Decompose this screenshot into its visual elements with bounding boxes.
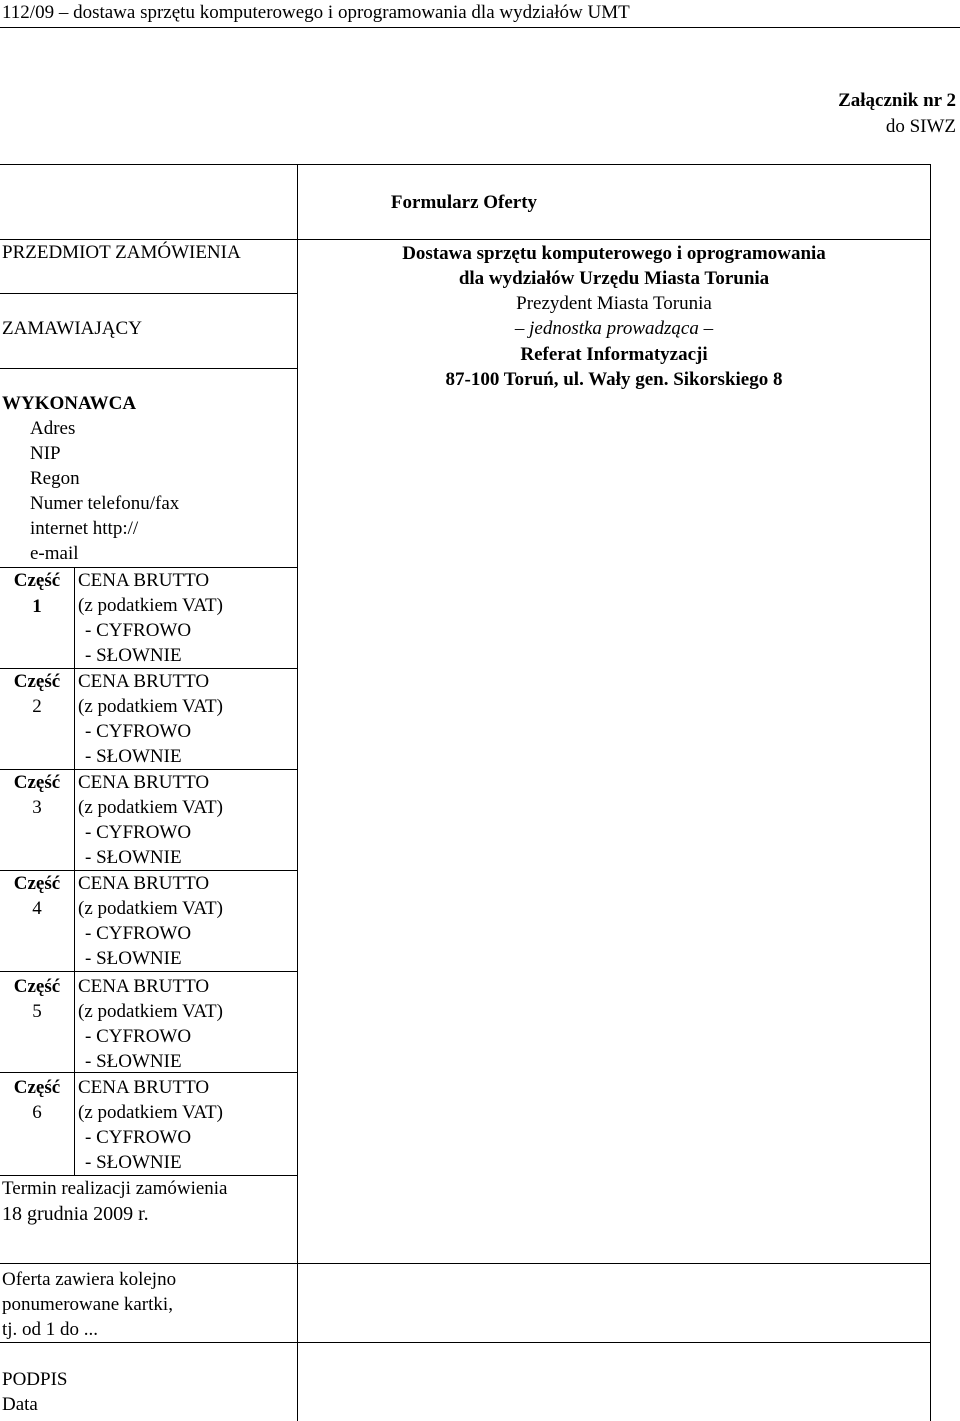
annex-ref: do SIWZ <box>885 116 956 137</box>
deadline-label: Termin realizacji zamówienia <box>2 1178 228 1199</box>
part-label: Część <box>13 772 61 793</box>
part-number: 2 <box>32 696 42 717</box>
contractor-field-internet: internet http:// <box>30 518 139 539</box>
table-border-top <box>0 164 930 165</box>
part-vat-label: (z podatkiem VAT) <box>78 1102 223 1123</box>
subject-value-line1: Dostawa sprzętu komputerowego i oprogramowania <box>402 243 826 264</box>
deadline-value: 18 grudnia 2009 r. <box>2 1203 149 1225</box>
table-border-right <box>930 164 931 1421</box>
orderer-label: ZAMAWIAJĄCY <box>2 318 142 339</box>
contractor-field-nip: NIP <box>30 443 61 464</box>
part-words-label: - SŁOWNIE <box>85 847 182 868</box>
date-label: Data <box>2 1394 38 1415</box>
pages-line1: Oferta zawiera kolejno <box>2 1269 177 1290</box>
part-price-label: CENA BRUTTO <box>78 1077 210 1098</box>
part-label: Część <box>13 976 61 997</box>
part-column-divider <box>74 567 75 1175</box>
part-words-label: - SŁOWNIE <box>85 1152 182 1173</box>
contractor-field-address: Adres <box>30 418 76 439</box>
signature-label: PODPIS <box>2 1369 68 1390</box>
subject-label: PRZEDMIOT ZAMÓWIENIA <box>2 242 241 263</box>
pages-line2: ponumerowane kartki, <box>2 1294 173 1315</box>
part-label: Część <box>13 873 61 894</box>
part-price-label: CENA BRUTTO <box>78 570 210 591</box>
row-divider <box>0 368 297 369</box>
part-digits-label: - CYFROWO <box>85 1127 192 1148</box>
row-divider <box>0 1342 930 1343</box>
part-vat-label: (z podatkiem VAT) <box>78 595 223 616</box>
part-words-label: - SŁOWNIE <box>85 948 182 969</box>
part-digits-label: - CYFROWO <box>85 1026 192 1047</box>
pages-line3: tj. od 1 do ... <box>2 1319 99 1340</box>
part-price-label: CENA BRUTTO <box>78 772 210 793</box>
part-label: Część <box>13 1077 61 1098</box>
part-vat-label: (z podatkiem VAT) <box>78 797 223 818</box>
contractor-field-regon: Regon <box>30 468 80 489</box>
annex-number: Załącznik nr 2 <box>838 90 956 111</box>
orderer-line3: Referat Informatyzacji <box>520 344 708 365</box>
part-number: 6 <box>32 1102 42 1123</box>
part-vat-label: (z podatkiem VAT) <box>78 696 223 717</box>
part-number: 1 <box>32 596 42 617</box>
part-digits-label: - CYFROWO <box>85 923 192 944</box>
part-digits-label: - CYFROWO <box>85 721 192 742</box>
contractor-label: WYKONAWCA <box>2 393 137 414</box>
form-title: Formularz Oferty <box>390 192 538 213</box>
part-label: Część <box>13 570 61 591</box>
row-divider <box>0 1263 930 1264</box>
part-price-label: CENA BRUTTO <box>78 976 210 997</box>
document-header: 112/09 – dostawa sprzętu komputerowego i oprogramowania dla wydziałów UMT <box>0 0 960 28</box>
part-digits-label: - CYFROWO <box>85 822 192 843</box>
part-number: 4 <box>32 898 42 919</box>
contractor-field-phone: Numer telefonu/fax <box>30 493 180 514</box>
part-number: 5 <box>32 1001 42 1022</box>
part-vat-label: (z podatkiem VAT) <box>78 1001 223 1022</box>
row-divider <box>0 971 297 972</box>
part-price-label: CENA BRUTTO <box>78 873 210 894</box>
part-price-label: CENA BRUTTO <box>78 671 210 692</box>
contractor-field-email: e-mail <box>30 543 79 564</box>
orderer-line2: – jednostka prowadząca – <box>514 318 714 339</box>
part-words-label: - SŁOWNIE <box>85 1051 182 1072</box>
part-words-label: - SŁOWNIE <box>85 645 182 666</box>
annex-label <box>838 88 956 140</box>
orderer-line4: 87-100 Toruń, ul. Wały gen. Sikorskiego 8 <box>445 369 783 390</box>
row-divider <box>0 293 297 294</box>
orderer-line1: Prezydent Miasta Torunia <box>516 293 712 314</box>
part-number: 3 <box>32 797 42 818</box>
part-vat-label: (z podatkiem VAT) <box>78 898 223 919</box>
part-digits-label: - CYFROWO <box>85 620 192 641</box>
part-label: Część <box>13 671 61 692</box>
part-words-label: - SŁOWNIE <box>85 746 182 767</box>
subject-value-line2: dla wydziałów Urzędu Miasta Torunia <box>458 268 770 289</box>
